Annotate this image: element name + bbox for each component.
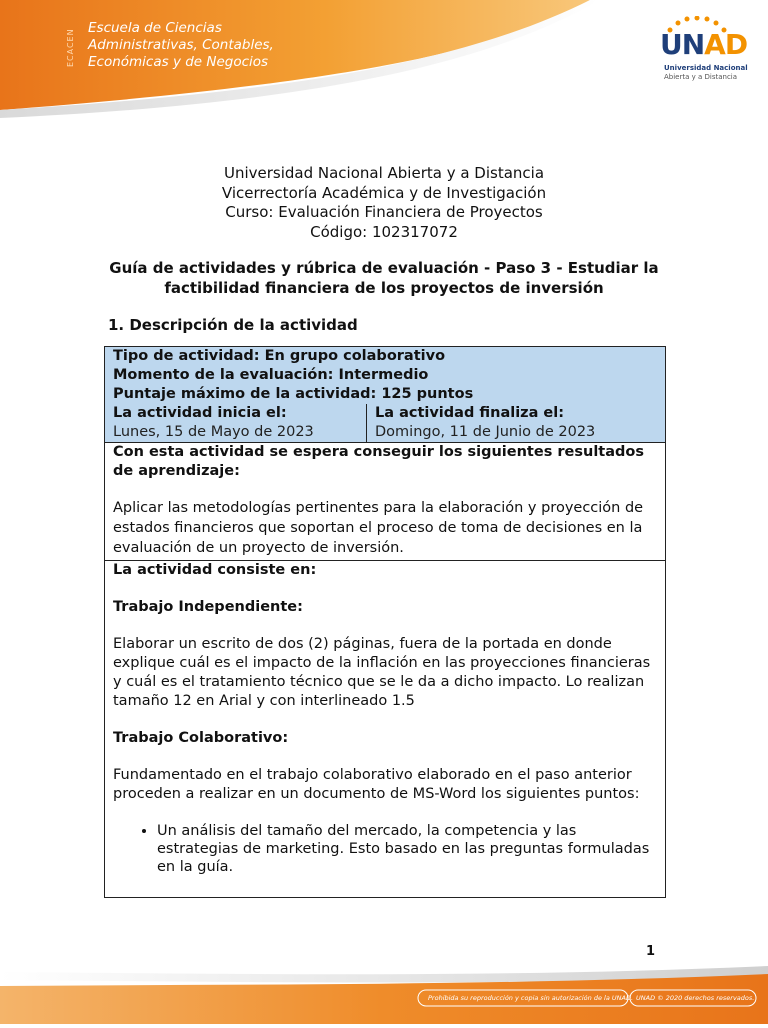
logo-line-2: Abierta y a Distancia [664, 73, 738, 81]
page-number: 1 [646, 944, 656, 959]
start-value: Lunes, 15 de Mayo de 2023 [113, 424, 314, 440]
school-line-3: Económicas y de Negocios [88, 54, 269, 70]
start-date-cell [105, 404, 367, 442]
independent-text: Elaborar un escrito de dos (2) páginas, fuera de la portada en donde explique cuál es el impacto de la inflación en las proyecciones financieras y cuál es el tratamiento técnico que se le da a dicho impacto. Lo realizan tamaño 12 en Arial y con interlineado 1.5 [113, 636, 651, 709]
guide-title: Guía de actividades y rúbrica de evaluación - Paso 3 - Estudiar la factibilidad financiera de los proyectos de inversión [109, 259, 659, 297]
activity-type: Tipo de actividad: En grupo colaborativo [113, 348, 446, 364]
results-answer: Aplicar las metodologías pertinentes para la elaboración y proyección de estados financieros que soportan el proceso de toma de decisiones en la evaluación de un proyecto de inversión. [113, 500, 644, 556]
unad-logo [656, 16, 748, 92]
logo-wordmark [660, 28, 747, 61]
end-date-cell [367, 404, 665, 442]
school-line-2: Administrativas, Contables, [88, 37, 274, 53]
heading-university: Universidad Nacional Abierta y a Distancia [223, 164, 545, 182]
footer-rights: UNAD © 2020 derechos reservados. [636, 994, 755, 1002]
end-value: Domingo, 11 de Junio de 2023 [375, 424, 596, 440]
end-label: La actividad finaliza el: [375, 405, 565, 421]
footer-swoosh [0, 960, 768, 1024]
activity-dates [105, 404, 665, 442]
heading-course: Curso: Evaluación Financiera de Proyectos [225, 203, 543, 221]
activity-info-header [105, 347, 665, 443]
evaluation-moment: Momento de la evaluación: Intermedio [113, 367, 429, 383]
school-name [88, 20, 274, 71]
logo-word-accent: AD [704, 28, 748, 61]
heading-vicerrectoria: Vicerrectoría Académica y de Investigación [221, 183, 547, 202]
consists-heading: La actividad consiste en: [113, 562, 317, 578]
header-banner [0, 0, 768, 120]
list-item: • Un análisis del tamaño del mercado, la competencia y las estrategias de marketing. Esto basado en las preguntas formuladas en la guía. [157, 822, 657, 876]
collab-bullet-list [113, 822, 657, 876]
logo-word-main: UN [660, 28, 705, 61]
learning-results [105, 443, 665, 561]
collab-text: Fundamentado en el trabajo colaborativo elaborado en el paso anterior proceden a realizar en un documento de MS-Word los siguientes puntos: [113, 767, 640, 802]
collab-heading: Trabajo Colaborativo: [113, 730, 289, 746]
section-title: 1. Descripción de la actividad [108, 316, 358, 334]
footer-notice: Prohibida su reproducción y copia sin autorización de la UNAD. [428, 994, 634, 1002]
heading-code: Código: 102317072 [310, 222, 458, 241]
start-label: La actividad inicia el: [113, 405, 287, 421]
footer-banner [0, 960, 768, 1024]
school-line-1: Escuela de Ciencias [88, 20, 222, 36]
results-question: Con esta actividad se espera conseguir los siguientes resultados de aprendizaje: [113, 444, 644, 479]
ecacen-tag: ECACEN [66, 28, 75, 68]
max-score: Puntaje máximo de la actividad: 125 puntos [113, 386, 474, 402]
document-heading [0, 164, 768, 242]
activity-description [105, 561, 665, 897]
independent-heading: Trabajo Independiente: [113, 599, 303, 615]
logo-line-1: Universidad Nacional [664, 64, 748, 72]
activity-table [104, 346, 666, 898]
